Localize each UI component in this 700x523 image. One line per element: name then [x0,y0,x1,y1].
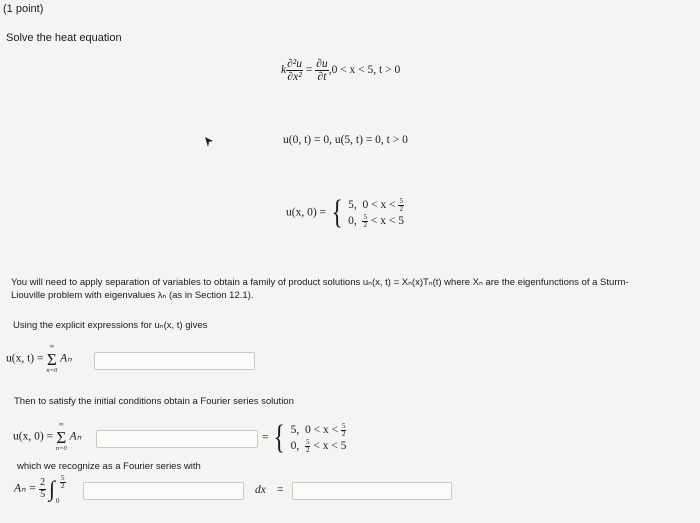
a-n-result-input[interactable] [292,482,452,500]
heat-equation: k $\frac{\text{∂²u}}{\text{∂x²}}$ = $\frac{\partial u}{\partial t}$ ,0 < x < 5, t > 0 [281,58,401,84]
fourier-series-text: Then to satisfy the initial conditions obtain a Fourier series solution [14,396,294,407]
u-xt-expression: u(x, t) = ∞ Σ n=0 Aₙ [6,343,72,374]
explicit-expression-text: Using the explicit expressions for uₙ(x, t) gives [13,320,208,331]
recognize-text: which we recognize as a Fourier series with [17,461,201,472]
separation-instructions: You will need to apply separation of variables to obtain a family of product solutions uₙ(x, t) = Xₙ(x)Tₙ(t) where Xₙ are the eigenfunctions of a Sturm- Liouville problem with eigenvalues λₙ (as in Section 12.1). [11,277,629,301]
u-x0-expression: u(x, 0) = ∞ Σ n=0 Aₙ [13,421,82,452]
a-n-equals: = [277,484,284,496]
a-n-expression: Aₙ = $\frac{2}{5}$ ∫ 5 2 0 [14,474,65,505]
points-label: (1 point) [3,3,44,15]
dx-label: dx [255,484,266,496]
boundary-conditions: u(0, t) = 0, u(5, t) = 0, t > 0 [283,134,408,146]
initial-condition: u(x, 0) = { 5, 0 < x < $\frac{5}{2}$ 0, $\frac{5}{2}$ < x < 5 [286,194,404,231]
u-x0-answer-input[interactable] [96,430,258,448]
u-x0-piecewise: = { 5, 0 < x < $\frac{5}{2}$ 0, $\frac{5}{2}$ < x < 5 [262,419,347,456]
problem-prompt: Solve the heat equation [6,32,122,44]
integrand-answer-input[interactable] [83,482,244,500]
u-xt-answer-input[interactable] [94,352,255,370]
mouse-pointer-icon [204,136,214,148]
